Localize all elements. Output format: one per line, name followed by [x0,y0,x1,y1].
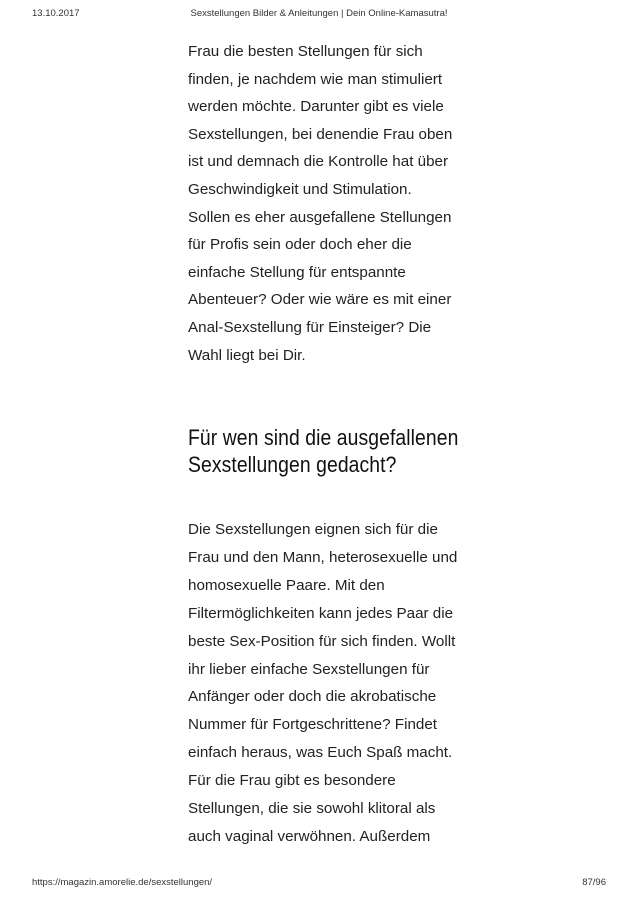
text-line: Anfänger oder doch die akrobatische [188,688,437,706]
article-paragraph [188,516,457,851]
text-line: einfach heraus, was Euch Spaß macht. [188,744,453,762]
text-line: Sexstellungen, bei denendie Frau oben [188,125,453,143]
text-line: homosexuelle Paare. Mit den [188,576,385,594]
text-line: Nummer für Fortgeschrittene? Findet [188,716,437,734]
text-line: Filtermöglichkeiten kann jedes Paar die [188,604,454,622]
text-line: auch vaginal verwöhnen. Außerdem [188,827,431,845]
text-line: Sollen es eher ausgefallene Stellungen [188,208,452,226]
text-line: für Profis sein oder doch eher die [188,236,412,254]
text-line: Anal-Sexstellung für Einsteiger? Die [188,318,432,336]
heading-line: Für wen sind die ausgefallenen [188,425,459,450]
print-page-title: Sexstellungen Bilder & Anleitungen | Dein Online-Kamasutra! [190,8,448,19]
text-line: einfache Stellung für entspannte [188,263,406,281]
print-date: 13.10.2017 [32,8,80,19]
print-header [32,8,606,22]
article-paragraph [188,38,452,369]
text-line: beste Sex-Position für sich finden. Wollt [188,632,456,650]
text-line: werden möchte. Darunter gibt es viele [188,98,444,116]
text-line: Für die Frau gibt es besondere [188,772,396,790]
text-line: Wahl liegt bei Dir. [188,346,306,364]
page-number: 87/96 [582,877,606,888]
text-line: Geschwindigkeit und Stimulation. [188,180,412,198]
text-line: Abenteuer? Oder wie wäre es mit einer [188,291,452,309]
text-line: finden, je nachdem wie man stimuliert [188,70,443,88]
text-line: Frau und den Mann, heterosexuelle und [188,548,458,566]
heading-line: Sexstellungen gedacht? [188,452,397,477]
text-line: ihr lieber einfache Sexstellungen für [188,660,430,678]
print-url: https://magazin.amorelie.de/sexstellungen/ [32,877,213,888]
text-line: Stellungen, die sie sowohl klitoral als [188,800,436,818]
text-line: Frau die besten Stellungen für sich [188,43,423,60]
section-heading [188,424,458,478]
text-line: ist und demnach die Kontrolle hat über [188,153,449,171]
text-line: Die Sexstellungen eignen sich für die [188,521,438,538]
print-footer [32,877,606,891]
